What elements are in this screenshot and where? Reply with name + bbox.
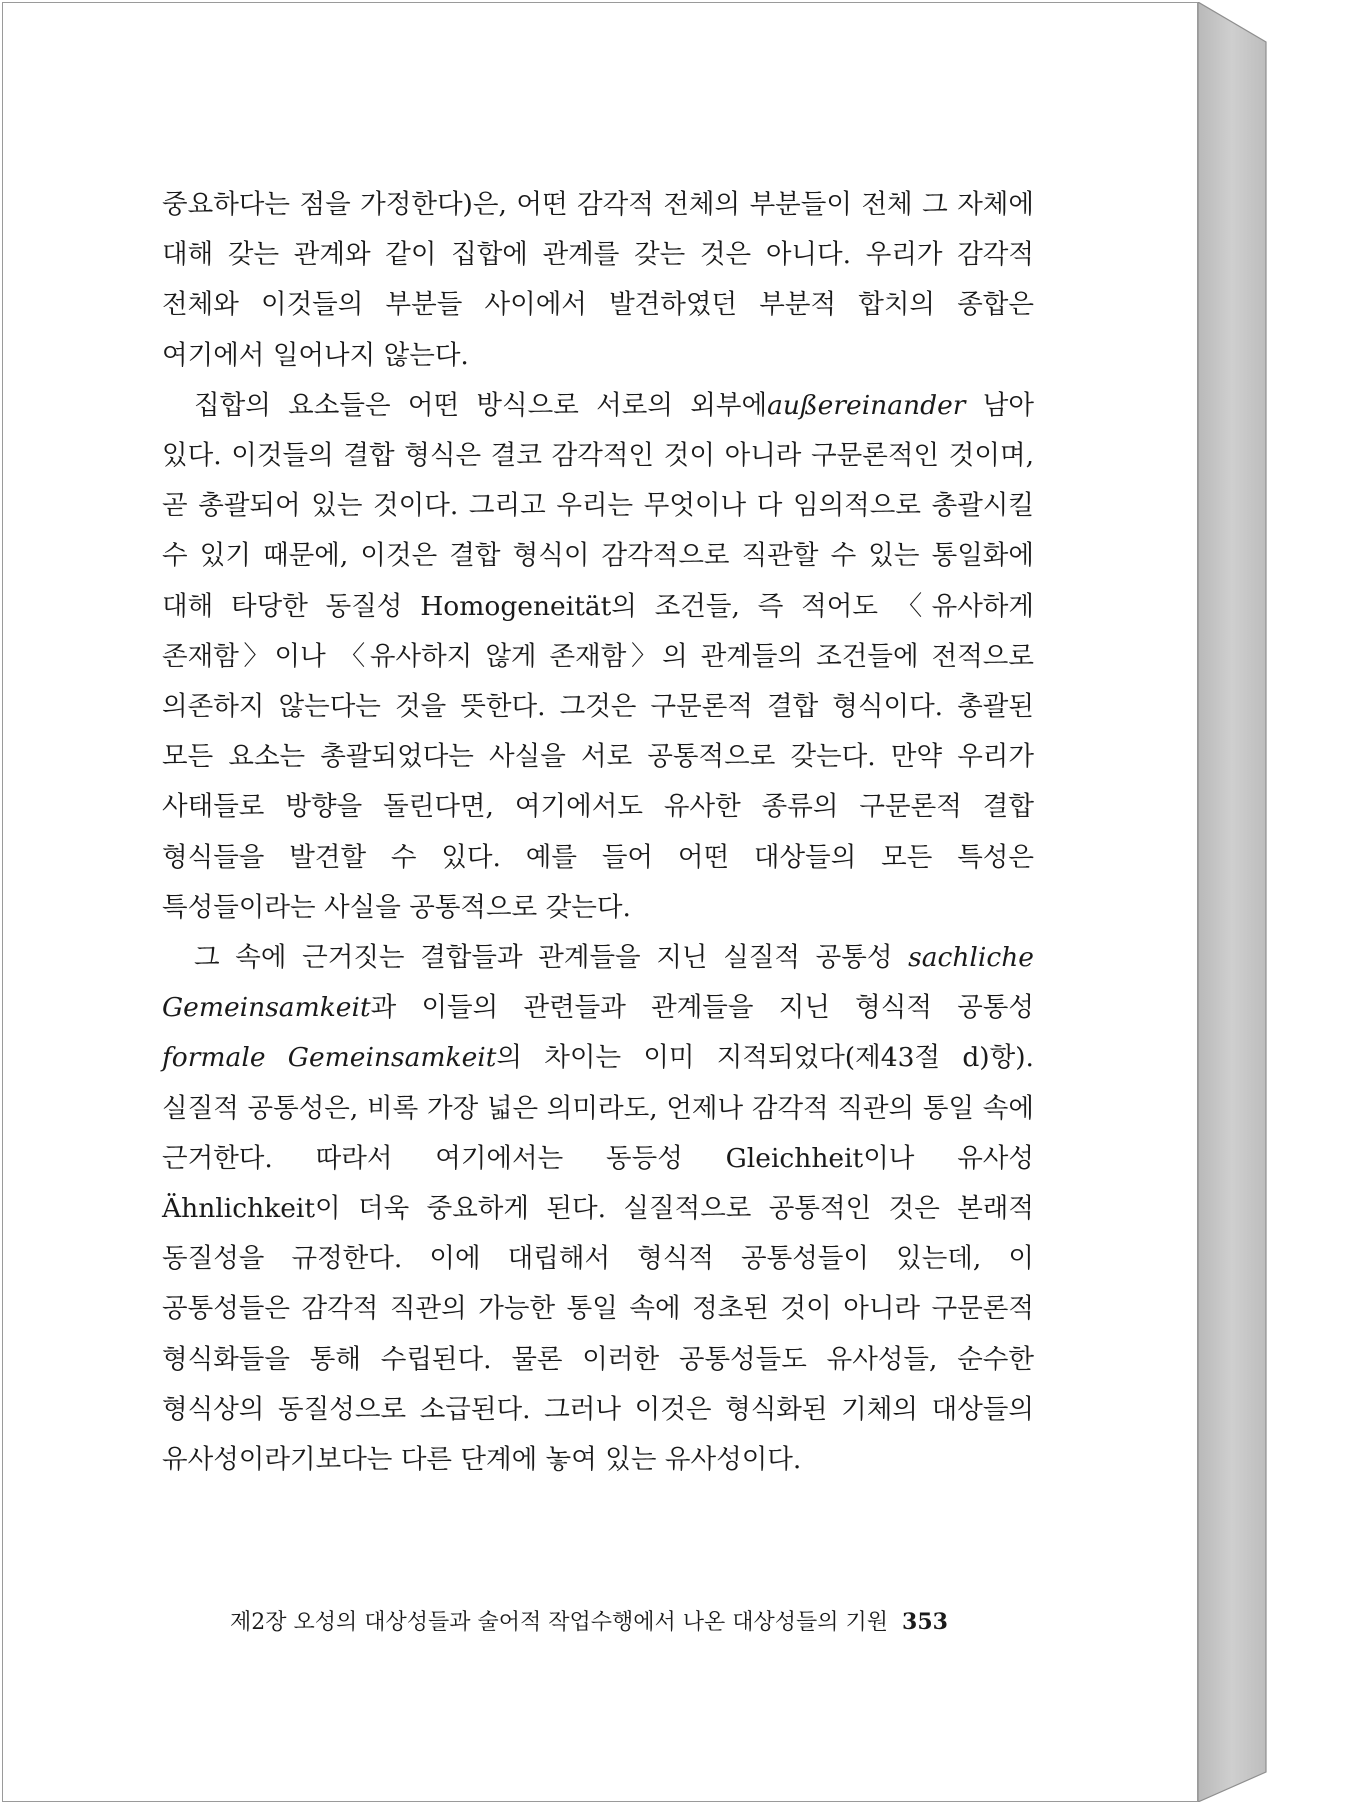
paragraph-2-text-before: 집합의 요소들은 어떤 방식으로 서로의 외부에 — [194, 389, 768, 421]
chapter-title: 제2장 오성의 대상성들과 술어적 작업수행에서 나온 대상성들의 기원 — [230, 1610, 889, 1635]
book-page-edge — [1198, 2, 1268, 1802]
running-footer — [230, 1605, 1030, 1636]
paragraph-3-text-a: 그 속에 근거짓는 결합들과 관계들을 지닌 실질적 공통성 — [194, 942, 893, 974]
foreign-term-formale: formale Gemeinsamkeit — [162, 1042, 497, 1074]
foreign-term-aussereinander: außereinander — [767, 389, 966, 421]
page-number: 353 — [902, 1609, 948, 1635]
paragraph-3 — [162, 933, 1034, 1485]
paragraph-1-text: 중요하다는 점을 가정한다)은, 어떤 감각적 전체의 부분들이 전체 그 자체에 대해 갖는 관계와 같이 집합에 관계를 갖는 것은 아니다. 우리가 감각적 전체와 이것들의 부분들 사이에서 발견하였던 부분적 합치의 종합은 여기에서 일어나지 않는다. — [162, 189, 1034, 371]
paragraph-1 — [162, 180, 1034, 381]
paragraph-2-text-after: 남아 있다. 이것들의 결합 형식은 결코 감각적인 것이 아니라 구문론적인 것이며, 곧 총괄되어 있는 것이다. 그리고 우리는 무엇이나 다 임의적으로 총괄시킬 수 있기 때문에, 이것은 결합 형식이 감각적으로 직관할 수 있는 통일화에 대해 타당한 동질성 Homogeneität의 조건들, 즉 적어도 〈유사하게 존재함〉이나 〈유사하지 않게 존재함〉의 관계들의 조건들에 전적으로 의존하지 않는다는 것을 뜻한다. 그것은 구문론적 결합 형식이다. 총괄된 모든 요소는 총괄되었다는 사실을 서로 공통적으로 갖는다. 만약 우리가 사태들로 방향을 돌린다면, 여기에서도 유사한 종류의 구문론적 결합 형식들을 발견할 수 있다. 예를 들어 어떤 대상들의 모든 특성은 특성들이라는 사실을 공통적으로 갖는다. — [162, 389, 1034, 923]
paragraph-3-text-b: 과 이들의 관련들과 관계들을 지닌 형식적 공통성 — [370, 992, 1034, 1024]
body-text — [162, 180, 1034, 1485]
paragraph-2 — [162, 381, 1034, 933]
paragraph-3-text-c: 의 차이는 이미 지적되었다(제43절 d)항). 실질적 공통성은, 비록 가장 넓은 의미라도, 언제나 감각적 직관의 통일 속에 근거한다. 따라서 여기에서는 동등성 Gleichheit이나 유사성 Ähnlichkeit이 더욱 중요하게 된다. 실질적으로 공통적인 것은 본래적 동질성을 규정한다. 이에 대립해서 형식적 공통성들이 있는데, 이 공통성들은 감각적 직관의 가능한 통일 속에 정초된 것이 아니라 구문론적 형식화들을 통해 수립된다. 물론 이러한 공통성들도 유사성들, 순수한 형식상의 동질성으로 소급된다. 그러나 이것은 형식화된 기체의 대상들의 유사성이라기보다는 다른 단계에 놓여 있는 유사성이다. — [162, 1042, 1034, 1476]
foreign-term-sachliche: sachliche Gemeinsamkeit — [162, 942, 1034, 1024]
